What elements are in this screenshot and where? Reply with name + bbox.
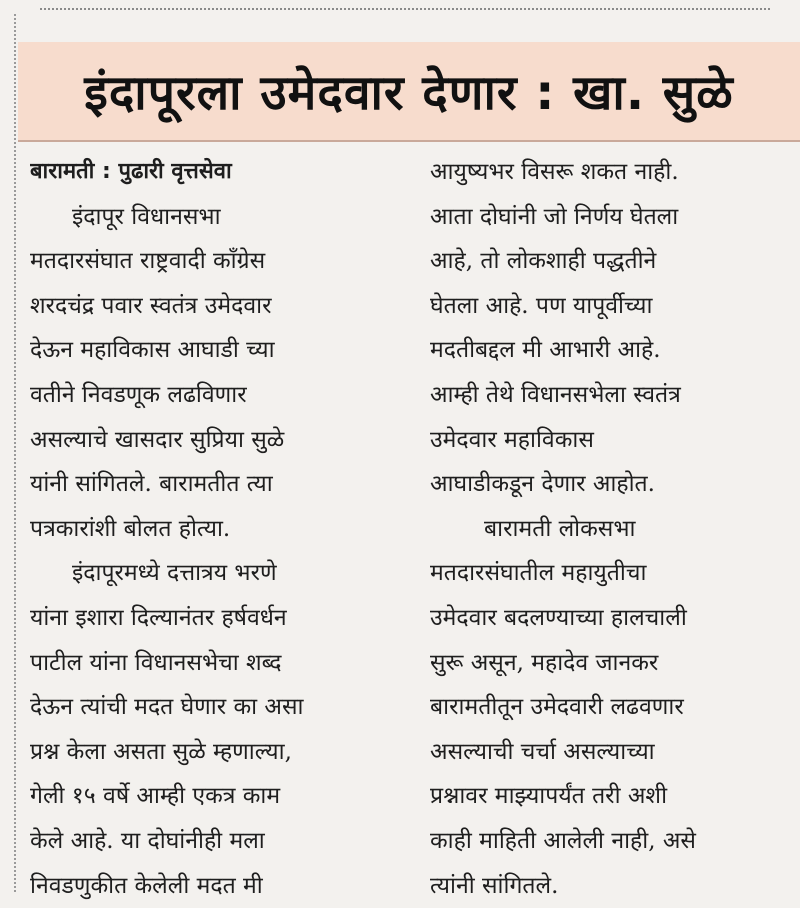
text-line: बारामती लोकसभा — [430, 507, 794, 552]
top-dotted-rule — [40, 8, 770, 10]
text-line: असल्याचे खासदार सुप्रिया सुळे — [30, 418, 402, 463]
text-line: आघाडीकडून देणार आहोत. — [430, 462, 794, 507]
text-line: देऊन त्यांची मदत घेणार का असा — [30, 685, 402, 730]
text-line: यांना इशारा दिल्यानंतर हर्षवर्धन — [30, 596, 402, 641]
text-line: घेतला आहे. पण यापूर्वीच्या — [430, 284, 794, 329]
text-line: बारामतीतून उमेदवारी लढवणार — [430, 685, 794, 730]
text-line: मदतीबद्दल मी आभारी आहे. — [430, 328, 794, 373]
text-line: सुरू असून, महादेव जानकर — [430, 641, 794, 686]
text-line: प्रश्नावर माझ्यापर्यंत तरी अशी — [430, 774, 794, 819]
text-line: पत्रकारांशी बोलत होत्या. — [30, 507, 402, 552]
text-line: मतदारसंघातील महायुतीचा — [430, 551, 794, 596]
text-line: असल्याची चर्चा असल्याच्या — [430, 730, 794, 775]
text-line: उमेदवार बदलण्याच्या हालचाली — [430, 596, 794, 641]
text-line: देऊन महाविकास आघाडी च्या — [30, 328, 402, 373]
text-line: निवडणुकीत केलेली मदत मी — [30, 864, 402, 908]
text-line: आम्ही तेथे विधानसभेला स्वतंत्र — [430, 373, 794, 418]
text-line: इंदापूर विधानसभा — [30, 195, 402, 240]
text-line: पाटील यांना विधानसभेचा शब्द — [30, 641, 402, 686]
dateline: बारामती : पुढारी वृत्तसेवा — [30, 150, 402, 195]
text-line: आयुष्यभर विसरू शकत नाही. — [430, 150, 794, 195]
left-dotted-rule — [14, 14, 16, 892]
headline: इंदापूरला उमेदवार देणार : खा. सुळे — [84, 59, 733, 124]
text-line: केले आहे. या दोघांनीही मला — [30, 819, 402, 864]
text-line: मतदारसंघात राष्ट्रवादी काँग्रेस — [30, 239, 402, 284]
article-column-left — [30, 150, 412, 885]
text-line: आता दोघांनी जो निर्णय घेतला — [430, 195, 794, 240]
text-line: त्यांनी सांगितले. — [430, 864, 794, 908]
article-body — [30, 150, 794, 885]
article-column-right — [412, 150, 794, 885]
text-line: उमेदवार महाविकास — [430, 418, 794, 463]
text-line: वतीने निवडणूक लढविणार — [30, 373, 402, 418]
text-line: प्रश्न केला असता सुळे म्हणाल्या, — [30, 730, 402, 775]
text-line: गेली १५ वर्षे आम्ही एकत्र काम — [30, 774, 402, 819]
text-line: शरदचंद्र पवार स्वतंत्र उमेदवार — [30, 284, 402, 329]
text-line: इंदापूरमध्ये दत्तात्रय भरणे — [30, 551, 402, 596]
text-line: आहे, तो लोकशाही पद्धतीने — [430, 239, 794, 284]
headline-banner — [18, 42, 800, 142]
text-line: यांनी सांगितले. बारामतीत त्या — [30, 462, 402, 507]
text-line: काही माहिती आलेली नाही, असे — [430, 819, 794, 864]
